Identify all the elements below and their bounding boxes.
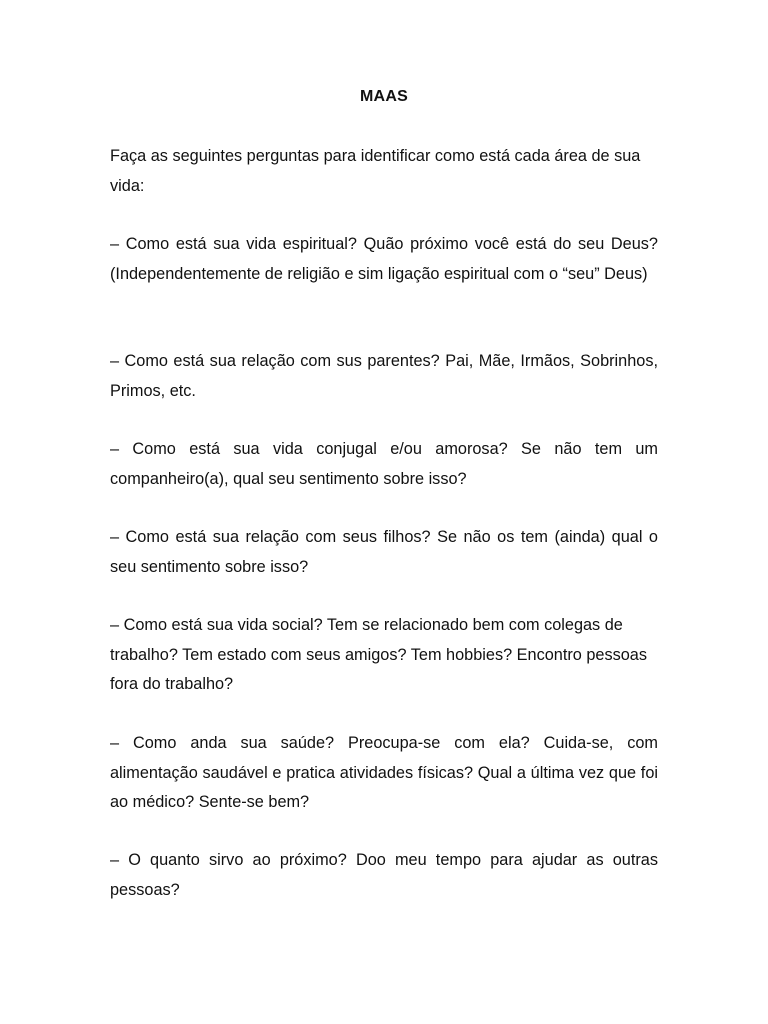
intro-paragraph: Faça as seguintes perguntas para identificar como está cada área de sua vida: xyxy=(110,147,641,195)
question-relatives: – Como está sua relação com sus parentes? Pai, Mãe, Irmãos, Sobrinhos, Primos, etc. xyxy=(110,352,658,400)
document-title: MAAS xyxy=(360,88,408,105)
question-children: – Como está sua relação com seus filhos? Se não os tem (ainda) qual o seu sentimento sobre isso? xyxy=(110,528,658,576)
question-social: – Como está sua vida social? Tem se relacionado bem com colegas de trabalho? Tem estado com seus amigos? Tem hobbies? Encontro pessoas fora do trabalho? xyxy=(110,616,647,693)
question-romantic: – Como está sua vida conjugal e/ou amorosa? Se não tem um companheiro(a), qual seu sentimento sobre isso? xyxy=(110,440,658,488)
question-service: – O quanto sirvo ao próximo? Doo meu tempo para ajudar as outras pessoas? xyxy=(110,851,658,899)
question-health: – Como anda sua saúde? Preocupa-se com ela? Cuida-se, com alimentação saudável e pratica atividades físicas? Qual a última vez que foi ao médico? Sente-se bem? xyxy=(110,734,658,811)
question-spiritual: – Como está sua vida espiritual? Quão próximo você está do seu Deus? (Independentemente de religião e sim ligação espiritual com o “seu” Deus) xyxy=(110,235,658,283)
